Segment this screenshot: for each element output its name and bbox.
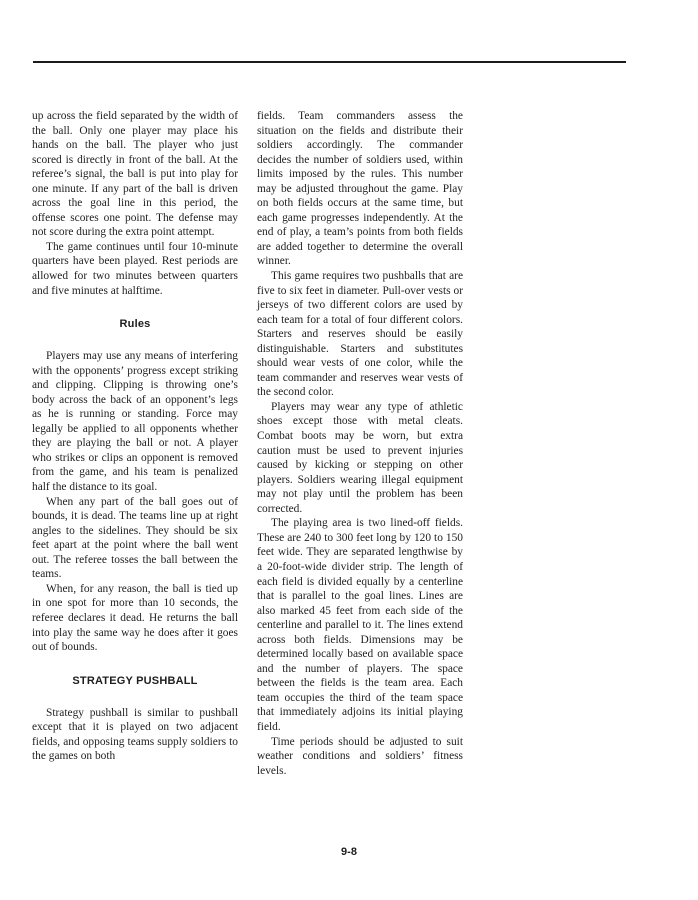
paragraph-playing-area: The playing area is two lined-off fields. These are 240 to 300 feet long by 120 to 150 feet wide. They are separated lengthwise by a 20-foot-wide divider strip. The length of each field is divided equally by a centerline that is parallel to the goal lines. Lines are also marked 45 feet from each side of the centerline and parallel to it. The lines extend across both fields. Dimensions may be determined locally based on available space and the number of players. The space between the fields is the team area. Each team occupies the third of the team space that immediately adjoins its initial playing field. [257,517,463,733]
paragraph-time-periods: Time periods should be adjusted to suit weather conditions and soldiers’ fitness levels. [257,735,463,777]
paragraph-strategy-intro: Strategy pushball is similar to pushball except that it is played on two adjacent fields, and opposing teams supply soldiers to the games on both [32,706,238,763]
right-column [257,109,463,778]
paragraph-equipment-pushballs: This game requires two pushballs that are five to six feet in diameter. Pull-over vests or jerseys of two different colors are used by each team for a total of four different colors. Starters and reserves should be easily distinguishable. Starters and substitutes should wear vests of one color, while the team commander and reserves wear vests of the second color. [257,270,463,399]
paragraph-footwear: Players may wear any type of athletic shoes except those with metal cleats. Combat boots may be worn, but extra caution must be used to prevent injuries caused by kicking or stepping on other players. Soldiers wearing illegal equipment may not play until the problem has been corrected. [257,400,463,515]
paragraph-tied-ball: When, for any reason, the ball is tied up in one spot for more than 10 seconds, the referee declares it dead. He returns the ball into play the same way he does after it goes out of bounds. [32,582,238,654]
paragraph-extra-point: up across the field separated by the width of the ball. Only one player may place his hands on the ball. The player who just scored is directly in front of the ball. At the referee’s signal, the ball is put into play for one minute. If any part of the ball is driven across the goal line in this period, the offense scores one point. The defense may not score during the extra point attempt. [32,110,238,239]
header-rule [33,61,626,63]
paragraph-team-commanders: fields. Team commanders assess the situation on the fields and distribute their soldiers accordingly. The commander decides the number of soldiers used, within limits imposed by the rules. This number may be adjusted throughout the game. Play on both fields occurs at the same time, but each game progresses independently. At the end of play, a team’s points from both fields are added together to determine the overall winner. [257,110,463,268]
left-column [32,109,238,764]
section-heading-rules: Rules [119,318,151,331]
page-number: 9-8 [341,846,357,858]
paragraph-out-of-bounds: When any part of the ball goes out of bounds, it is dead. The teams line up at right angles to the sidelines. They should be six feet apart at the point where the ball went out. The referee tosses the ball between the teams. [32,495,238,581]
paragraph-interference-rules: Players may use any means of interfering with the opponents’ progress except striking and clipping. Clipping is throwing one’s body across the back of an opponent’s legs as he is running or standing. Force may legally be applied to all opponents whether they are playing the ball or not. A player who strikes or clips an opponent is removed from the game, and his team is penalized half the distance to its goal. [32,350,238,494]
section-heading-strategy-pushball: STRATEGY PUSHBALL [72,674,198,687]
paragraph-game-duration: The game continues until four 10-minute quarters have been played. Rest periods are allowed for two minutes between quarters and five minutes at halftime. [32,240,238,297]
